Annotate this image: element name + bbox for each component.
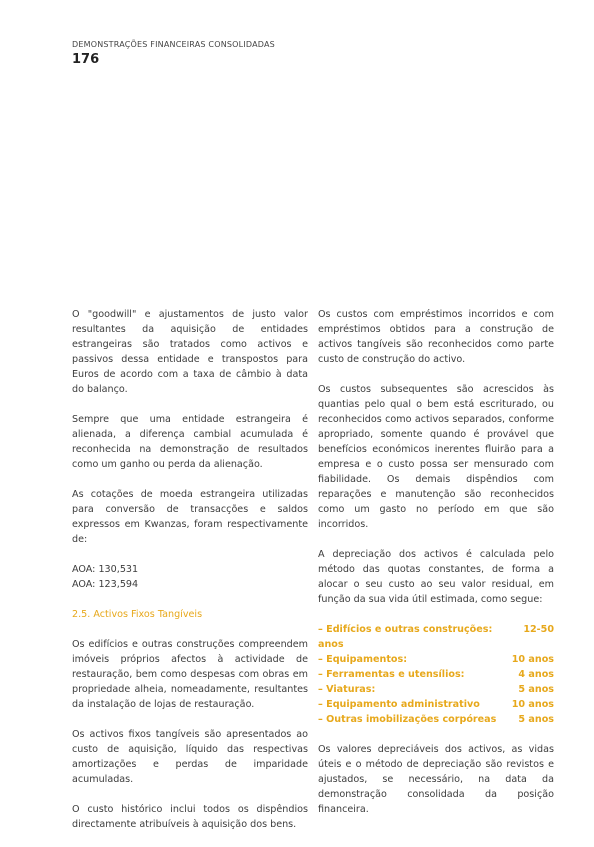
paragraph: O "goodwill" e ajustamentos de justo valor resultantes da aquisição de entidades estrangeiras são tratados como activos e passivos dessa entidade e transpostos para Euros de acordo com a taxa de câmbio à data do balanço.: [72, 309, 308, 395]
paragraph: A depreciação dos activos é calculada pelo método das quotas constantes, de forma a alocar o seu custo ao seu valor residual, em função da sua vida útil estimada, como segue:: [318, 549, 554, 605]
depreciation-value: 10 anos: [511, 654, 554, 665]
paragraph: Os activos fixos tangíveis são apresentados ao custo de aquisição, líquido das respectivas amortizações e perdas de imparidade acumuladas.: [72, 729, 308, 785]
left-column: [72, 307, 308, 847]
paragraph: Os custos subsequentes são acrescidos às quantias pelo qual o bem está escriturado, ou reconhecidos como activos separados, conforme apropriado, somente quando é provável que benefícios económicos inerentes fluirão para a empresa e o custo possa ser mensurado com fiabilidade. Os demais dispêndios com reparações e manutenção são reconhecidos como um gasto no período em que são incorridos.: [318, 384, 554, 530]
paragraph: As cotações de moeda estrangeira utilizadas para conversão de transacções e saldos expressos em Kwanzas, foram respectivamente de:: [72, 489, 308, 545]
paragraph: O custo histórico inclui todos os dispêndios directamente atribuíveis à aquisição dos bens.: [72, 804, 308, 830]
exchange-rate: AOA: 123,594: [72, 579, 139, 590]
depreciation-item: [318, 712, 554, 727]
paragraph: Os edifícios e outras construções compreendem imóveis próprios afectos à actividade de restauração, bem como despesas com obras em propriedade alheia, nomeadamente, resultantes da instalação de lojas de restauração.: [72, 639, 308, 710]
paragraph: Sempre que uma entidade estrangeira é alienada, a diferença cambial acumulada é reconhecida na demonstração de resultados como um ganho ou perda da alienação.: [72, 414, 308, 470]
right-column: [318, 307, 554, 832]
depreciation-label: – Edifícios e outras construções:: [318, 624, 493, 635]
depreciation-label: – Equipamentos:: [318, 654, 408, 665]
depreciation-unit: anos: [318, 639, 344, 650]
paragraph: Os valores depreciáveis dos activos, as vidas úteis e o método de depreciação são revistos e ajustados, se necessário, na data da demonstração consolidada da posição financeira.: [318, 744, 554, 815]
depreciation-label: – Outras imobilizações corpóreas: [318, 714, 497, 725]
depreciation-item: [318, 697, 554, 712]
section-header-label: DEMONSTRAÇÕES FINANCEIRAS CONSOLIDADAS: [72, 40, 275, 49]
depreciation-item: [318, 667, 554, 682]
depreciation-item: [318, 652, 554, 667]
depreciation-value: 5 anos: [518, 714, 554, 725]
depreciation-value: 10 anos: [511, 699, 554, 710]
depreciation-list: [318, 622, 554, 727]
depreciation-value: 12-50: [523, 624, 554, 635]
depreciation-label: – Ferramentas e utensílios:: [318, 669, 465, 680]
depreciation-item: [318, 682, 554, 697]
depreciation-value: 5 anos: [518, 684, 554, 695]
section-heading: 2.5. Activos Fixos Tangíveis: [72, 609, 203, 620]
depreciation-item: [318, 622, 554, 652]
depreciation-value: 4 anos: [518, 669, 554, 680]
depreciation-label: – Equipamento administrativo: [318, 699, 480, 710]
depreciation-label: – Viaturas:: [318, 684, 376, 695]
page-number: 176: [72, 52, 100, 67]
paragraph: Os custos com empréstimos incorridos e com empréstimos obtidos para a construção de activos tangíveis são reconhecidos como parte custo de construção do activo.: [318, 309, 554, 365]
exchange-rate: AOA: 130,531: [72, 564, 139, 575]
